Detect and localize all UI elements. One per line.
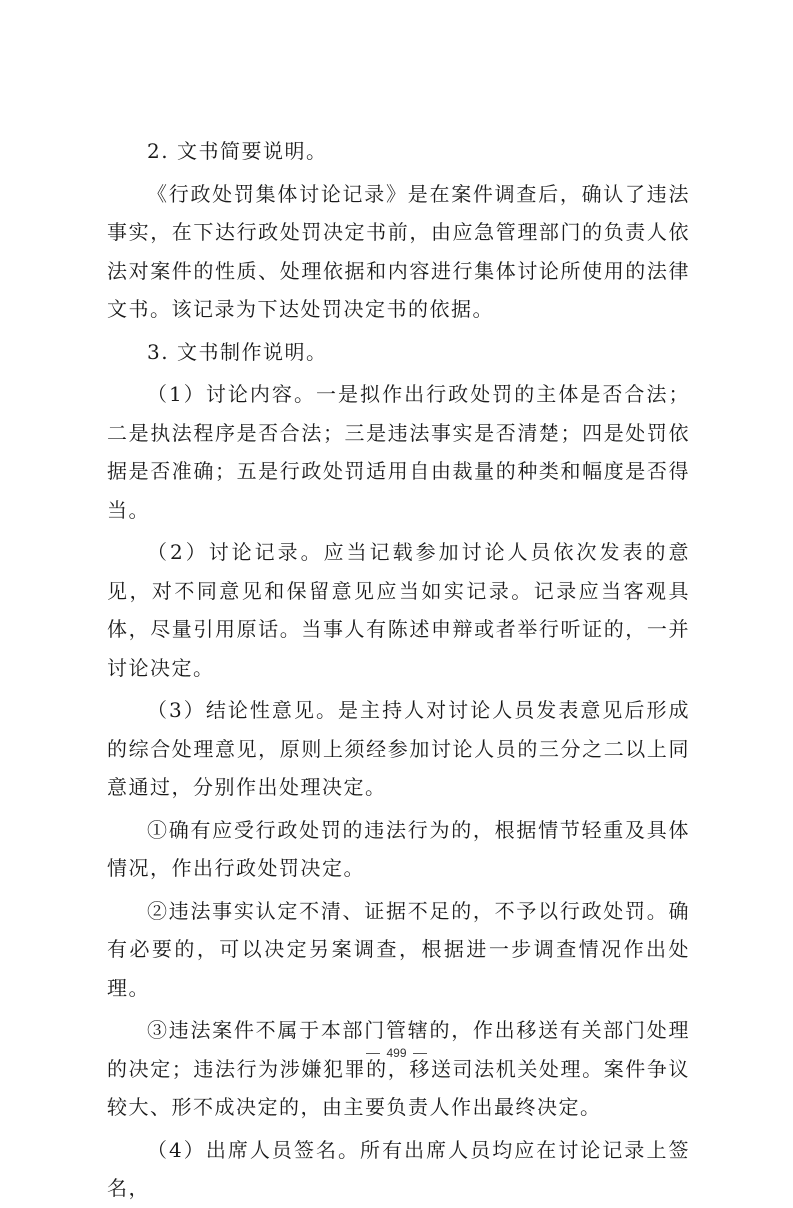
section-heading-2: 2. 文书简要说明。 [147, 139, 328, 163]
paragraph-brief-description: 《行政处罚集体讨论记录》是在案件调查后，确认了违法事实，在下达行政处罚决定书前，由应急管理部门的负责人依法对案件的性质、处理依据和内容进行集体讨论所使用的法律文书。该记录为下达处罚决定书的依据。 [107, 181, 690, 321]
document-body [107, 124, 690, 1208]
paragraph-sub-2: ②违法事实认定不清、证据不足的，不予以行政处罚。确有必要的，可以决定另案调查，根据进一步调查情况作出处理。 [107, 898, 690, 1000]
footer-dash-right [413, 1053, 427, 1054]
paragraph-sub-1: ①确有应受行政处罚的违法行为的，根据情节轻重及具体情况，作出行政处罚决定。 [107, 817, 690, 880]
paragraph-item-2-discussion-record: （2）讨论记录。应当记载参加讨论人员依次发表的意见，对不同意见和保留意见应当如实记录。记录应当客观具体，尽量引用原话。当事人有陈述申辩或者举行听证的，一并讨论决定。 [107, 540, 690, 680]
footer-dash-left [366, 1053, 380, 1054]
paragraph-sub-3: ③违法案件不属于本部门管辖的，作出移送有关部门处理的决定；违法行为涉嫌犯罪的，移送司法机关处理。案件争议较大、形不成决定的，由主要负责人作出最终决定。 [107, 1018, 690, 1119]
paragraph-item-1-discussion-content: （1）讨论内容。一是拟作出行政处罚的主体是否合法；二是执法程序是否合法；三是违法事实是否清楚；四是处罚依据是否准确；五是行政处罚适用自由裁量的种类和幅度是否得当。 [107, 382, 690, 522]
paragraph-item-4-signatures: （4）出席人员签名。所有出席人员均应在讨论记录上签名， [107, 1137, 690, 1200]
page-number: 499 [386, 1046, 407, 1060]
section-heading-3: 3. 文书制作说明。 [147, 339, 328, 364]
page-footer [0, 1046, 793, 1060]
paragraph-item-3-conclusion: （3）结论性意见。是主持人对讨论人员发表意见后形成的综合处理意见，原则上须经参加讨论人员的三分之二以上同意通过，分别作出处理决定。 [107, 698, 690, 799]
